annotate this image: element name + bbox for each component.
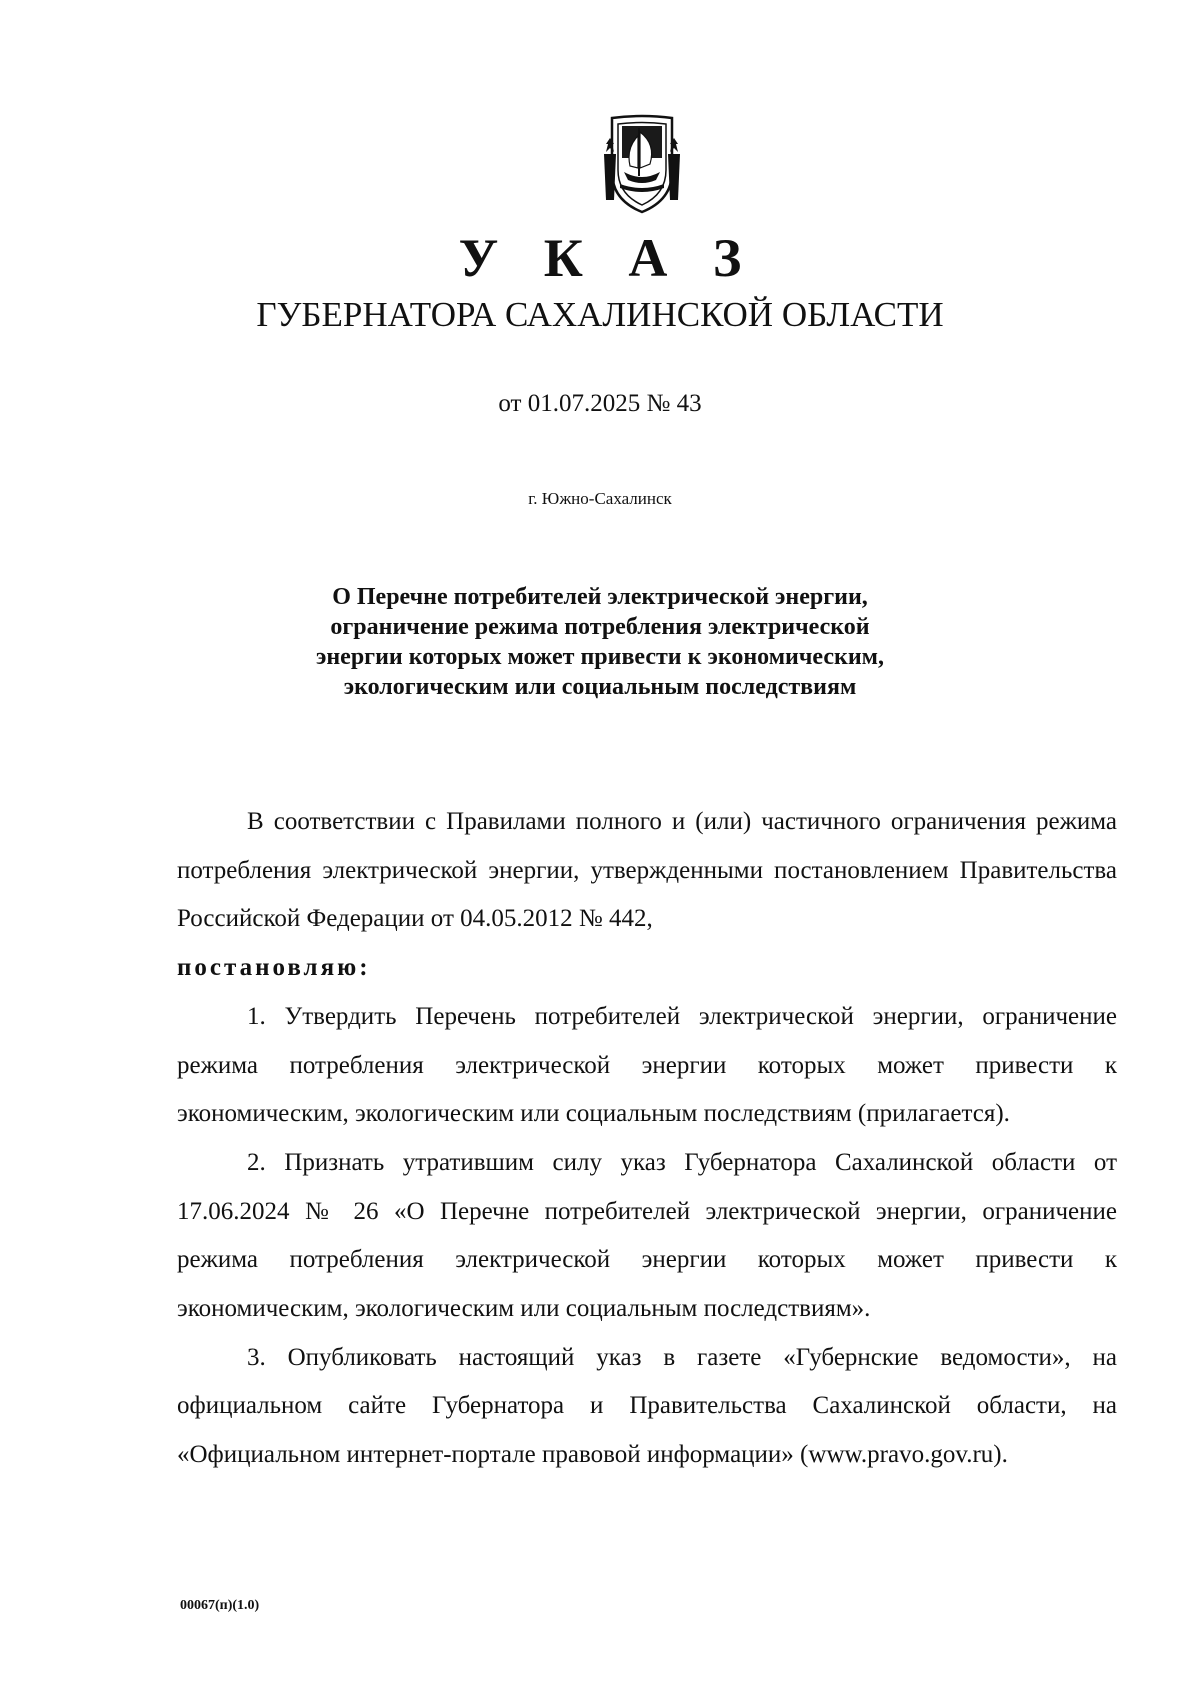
issuer-title: ГУБЕРНАТОРА САХАЛИНСКОЙ ОБЛАСТИ (256, 295, 944, 334)
decree-item-2: 2. Признать утратившим силу указ Губернатора Сахалинской области от 17.06.2024 № 26 «О Перечне потребителей электрической энергии, ограничение режима потребления электрической энергии которых может привести к экономическим, экологическим или социальным последствиям». (177, 1148, 1117, 1323)
coat-of-arms-icon (598, 114, 686, 216)
decree-word: постановляю: (177, 954, 371, 982)
subject-line: ограничение режима потребления электрической (330, 614, 870, 640)
subject-line: О Перечне потребителей электрической энергии, (332, 584, 868, 610)
decree-item-1: 1. Утвердить Перечень потребителей электрической энергии, ограничение режима потребления электрической энергии которых может привести к экономическим, экологическим или социальным последствиям (прилагается). (177, 1002, 1117, 1128)
preamble-paragraph: В соответствии с Правилами полного и (или) частичного ограничения режима потребления электрической энергии, утвержденными постановлением Правительства Российской Федерации от 04.05.2012 № 442, (177, 808, 1117, 933)
subject-line: энергии которых может привести к экономическим, (315, 644, 885, 670)
decree-item-3: 3. Опубликовать настоящий указ в газете «Губернские ведомости», на официальном сайте Губернатора и Правительства Сахалинской области, на «Официальном интернет-портале правовой информации» (www.pravo.gov.ru). (177, 1343, 1117, 1469)
form-code: 00067(п)(1.0) (180, 1598, 260, 1613)
document-subject (0, 582, 1200, 702)
document-date-number: от 01.07.2025 № 43 (498, 390, 702, 417)
document-type-title: У К А З (458, 228, 758, 288)
document-body (177, 798, 1117, 1480)
document-city: г. Южно-Сахалинск (528, 489, 672, 508)
decree-word-paragraph (177, 944, 1117, 993)
subject-line: экологическим или социальным последствиям (343, 674, 857, 700)
